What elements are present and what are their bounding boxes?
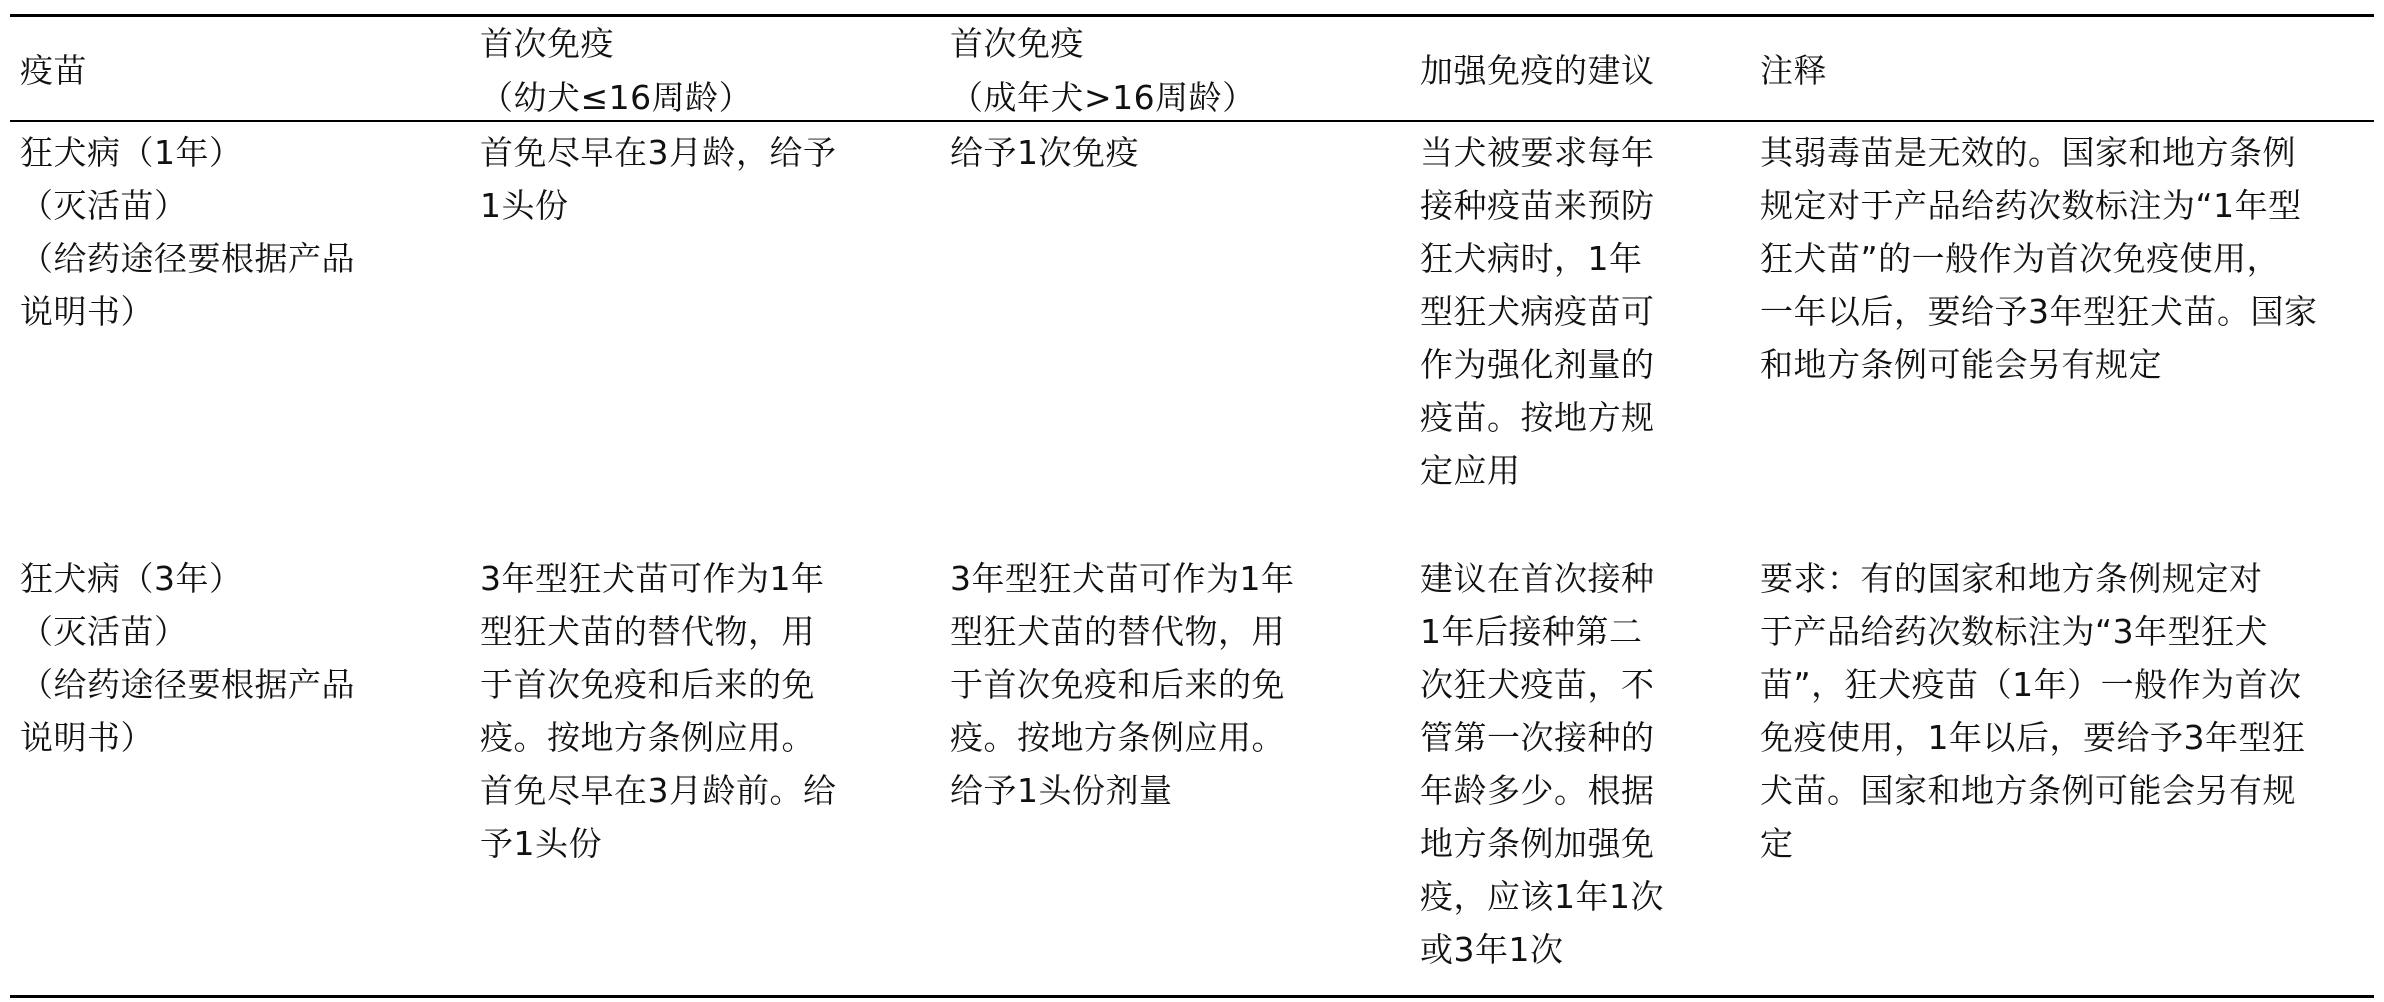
row2-vaccine <box>20 552 460 764</box>
row2-puppy-line: 予1头份 <box>480 824 602 863</box>
row1-notes-line: 一年以后，要给予3年型狂犬苗。国家 <box>1760 292 2318 331</box>
row2-booster-line: 建议在首次接种 <box>1420 559 1655 598</box>
header-rule <box>10 120 2374 122</box>
row1-booster <box>1420 126 1710 497</box>
row2-puppy-line: 型狂犬苗的替代物，用 <box>480 612 815 651</box>
row1-puppy-line: 1头份 <box>480 186 569 225</box>
row2-notes-line: 犬苗。国家和地方条例可能会另有规 <box>1760 771 2296 810</box>
row2-adult-line: 3年型狂犬苗可作为1年 <box>950 559 1295 598</box>
row2-notes-line: 免疫使用，1年以后，要给予3年型狂 <box>1760 718 2306 757</box>
row1-adult-line: 给予1次免疫 <box>950 133 1139 172</box>
row2-notes-line: 于产品给药次数标注为“3年型狂犬 <box>1760 612 2269 651</box>
row2-vaccine-line: 说明书） <box>20 718 154 757</box>
row2-booster-line: 或3年1次 <box>1420 930 1564 969</box>
row1-puppy-line: 首免尽早在3月龄，给予 <box>480 133 837 172</box>
row1-notes-line: 规定对于产品给药次数标注为“1年型 <box>1760 186 2302 225</box>
row1-primary-adult <box>950 126 1350 179</box>
row1-notes-line: 狂犬苗”的一般作为首次免疫使用， <box>1760 239 2281 278</box>
row2-puppy-line: 疫。按地方条例应用。 <box>480 718 815 757</box>
row1-booster-line: 定应用 <box>1420 451 1521 490</box>
row2-puppy-line: 于首次免疫和后来的免 <box>480 665 815 704</box>
header-notes-text: 注释 <box>1760 51 1827 90</box>
row1-booster-line: 作为强化剂量的 <box>1420 345 1655 384</box>
row2-booster-line: 管第一次接种的 <box>1420 718 1655 757</box>
row1-booster-line: 当犬被要求每年 <box>1420 133 1655 172</box>
row2-puppy-line: 3年型狂犬苗可作为1年 <box>480 559 825 598</box>
header-vaccine-text: 疫苗 <box>20 51 87 90</box>
header-notes <box>1760 44 2370 98</box>
vaccine-table <box>10 14 2374 997</box>
row1-booster-line: 型狂犬病疫苗可 <box>1420 292 1655 331</box>
table-bottom-rule <box>10 995 2374 998</box>
row1-notes <box>1760 126 2370 391</box>
row1-vaccine-line: （灭活苗） <box>20 186 188 225</box>
row2-vaccine-line: 狂犬病（3年） <box>20 559 243 598</box>
row2-booster <box>1420 552 1710 976</box>
row2-adult-line: 疫。按地方条例应用。 <box>950 718 1285 757</box>
row2-adult-line: 于首次免疫和后来的免 <box>950 665 1285 704</box>
row2-booster-line: 年龄多少。根据 <box>1420 771 1655 810</box>
row2-primary-puppy <box>480 552 880 870</box>
row2-puppy-line: 首免尽早在3月龄前。给 <box>480 771 837 810</box>
row1-vaccine-line: 说明书） <box>20 292 154 331</box>
row1-notes-line: 其弱毒苗是无效的。国家和地方条例 <box>1760 133 2296 172</box>
row1-booster-line: 接种疫苗来预防 <box>1420 186 1655 225</box>
row2-notes-line: 定 <box>1760 824 1794 863</box>
row2-booster-line: 1年后接种第二 <box>1420 612 1643 651</box>
row2-notes-line: 要求：有的国家和地方条例规定对 <box>1760 559 2263 598</box>
header-booster-text: 加强免疫的建议 <box>1420 51 1655 90</box>
row1-notes-line: 和地方条例可能会另有规定 <box>1760 345 2162 384</box>
header-primary-puppy-sub: （幼犬≤16周龄） <box>480 78 753 117</box>
row1-booster-line: 狂犬病时，1年 <box>1420 239 1643 278</box>
header-primary-puppy-title: 首次免疫 <box>480 24 614 63</box>
row2-notes <box>1760 552 2370 870</box>
row2-primary-adult <box>950 552 1350 817</box>
row2-booster-line: 地方条例加强免 <box>1420 824 1655 863</box>
header-primary-adult <box>950 17 1350 125</box>
row2-notes-line: 苗”，狂犬疫苗（1年）一般作为首次 <box>1760 665 2302 704</box>
header-booster <box>1420 44 1710 98</box>
row2-adult-line: 给予1头份剂量 <box>950 771 1173 810</box>
row2-booster-line: 疫，应该1年1次 <box>1420 877 1664 916</box>
row1-primary-puppy <box>480 126 880 232</box>
row2-booster-line: 次狂犬疫苗，不 <box>1420 665 1655 704</box>
header-primary-adult-title: 首次免疫 <box>950 24 1084 63</box>
row1-booster-line: 疫苗。按地方规 <box>1420 398 1655 437</box>
row1-vaccine-line: （给药途径要根据产品 <box>20 239 355 278</box>
row2-adult-line: 型狂犬苗的替代物，用 <box>950 612 1285 651</box>
row1-vaccine-line: 狂犬病（1年） <box>20 133 243 172</box>
header-primary-puppy <box>480 17 880 125</box>
header-vaccine <box>20 44 460 98</box>
row1-vaccine <box>20 126 460 338</box>
row2-vaccine-line: （灭活苗） <box>20 612 188 651</box>
header-primary-adult-sub: （成年犬>16周龄） <box>950 78 1256 117</box>
row2-vaccine-line: （给药途径要根据产品 <box>20 665 355 704</box>
